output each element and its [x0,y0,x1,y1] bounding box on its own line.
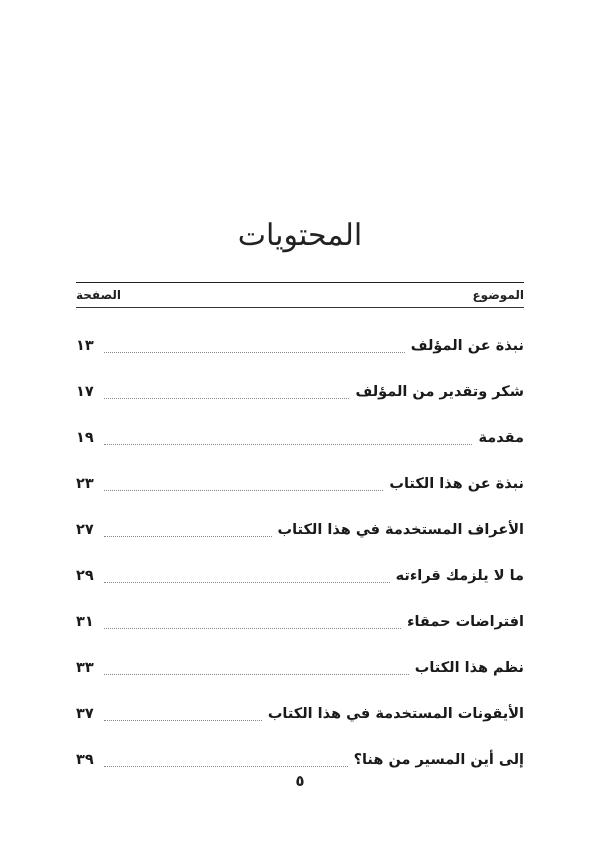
toc-entry-page: ٢٩ [76,568,94,584]
toc-entry-page: ٣٧ [76,706,94,722]
dot-leader [104,536,272,537]
toc-entry[interactable] [76,507,524,553]
dot-leader [104,674,409,675]
toc-entry-title[interactable]: الأيقونات المستخدمة في هذا الكتاب [267,706,524,722]
toc-entry-title[interactable]: الأعراف المستخدمة في هذا الكتاب [277,522,524,538]
toc-entry-page: ١٣ [76,338,94,354]
toc-entry-title[interactable]: مقدمة [478,430,524,446]
page-column-label: الصفحة [76,288,122,302]
dot-leader [104,444,472,445]
dot-leader [104,628,401,629]
toc-entry[interactable] [76,369,524,415]
dot-leader [104,490,383,491]
toc-entry-page: ١٩ [76,430,94,446]
toc-entry[interactable] [76,323,524,369]
dot-leader [104,720,262,721]
toc-list [76,323,524,783]
dot-leader [104,398,349,399]
toc-entry[interactable] [76,691,524,737]
toc-entry-page: ٢٣ [76,476,94,492]
toc-entry-title[interactable]: ما لا يلزمك قراءته [395,568,524,584]
toc-header [76,285,524,305]
page-number: ٥ [295,772,305,790]
toc-entry[interactable] [76,415,524,461]
toc-entry-title[interactable]: نبذة عن هذا الكتاب [389,476,524,492]
toc-entry-title[interactable]: نبذة عن المؤلف [410,338,524,354]
header-top-rule [76,282,524,283]
dot-leader [104,582,390,583]
toc-entry[interactable] [76,553,524,599]
toc-entry-page: ٢٧ [76,522,94,538]
page-title: المحتويات [237,218,363,253]
toc-entry-title[interactable]: نظم هذا الكتاب [414,660,524,676]
toc-entry-page: ٣٣ [76,660,94,676]
toc-entry-title[interactable]: افتراضات حمقاء [407,614,524,630]
toc-entry[interactable] [76,599,524,645]
toc-entry-page: ٣١ [76,614,94,630]
toc-entry-title[interactable]: شكر وتقدير من المؤلف [355,384,524,400]
toc-entry[interactable] [76,461,524,507]
dot-leader [104,352,405,353]
toc-entry[interactable] [76,645,524,691]
toc-entry-page: ١٧ [76,384,94,400]
topic-column-label: الموضوع [472,288,524,302]
toc-entry-title[interactable]: إلى أين المسير من هنا؟ [353,752,524,768]
toc-entry-page: ٣٩ [76,752,94,768]
header-bottom-rule [76,307,524,308]
dot-leader [104,766,348,767]
